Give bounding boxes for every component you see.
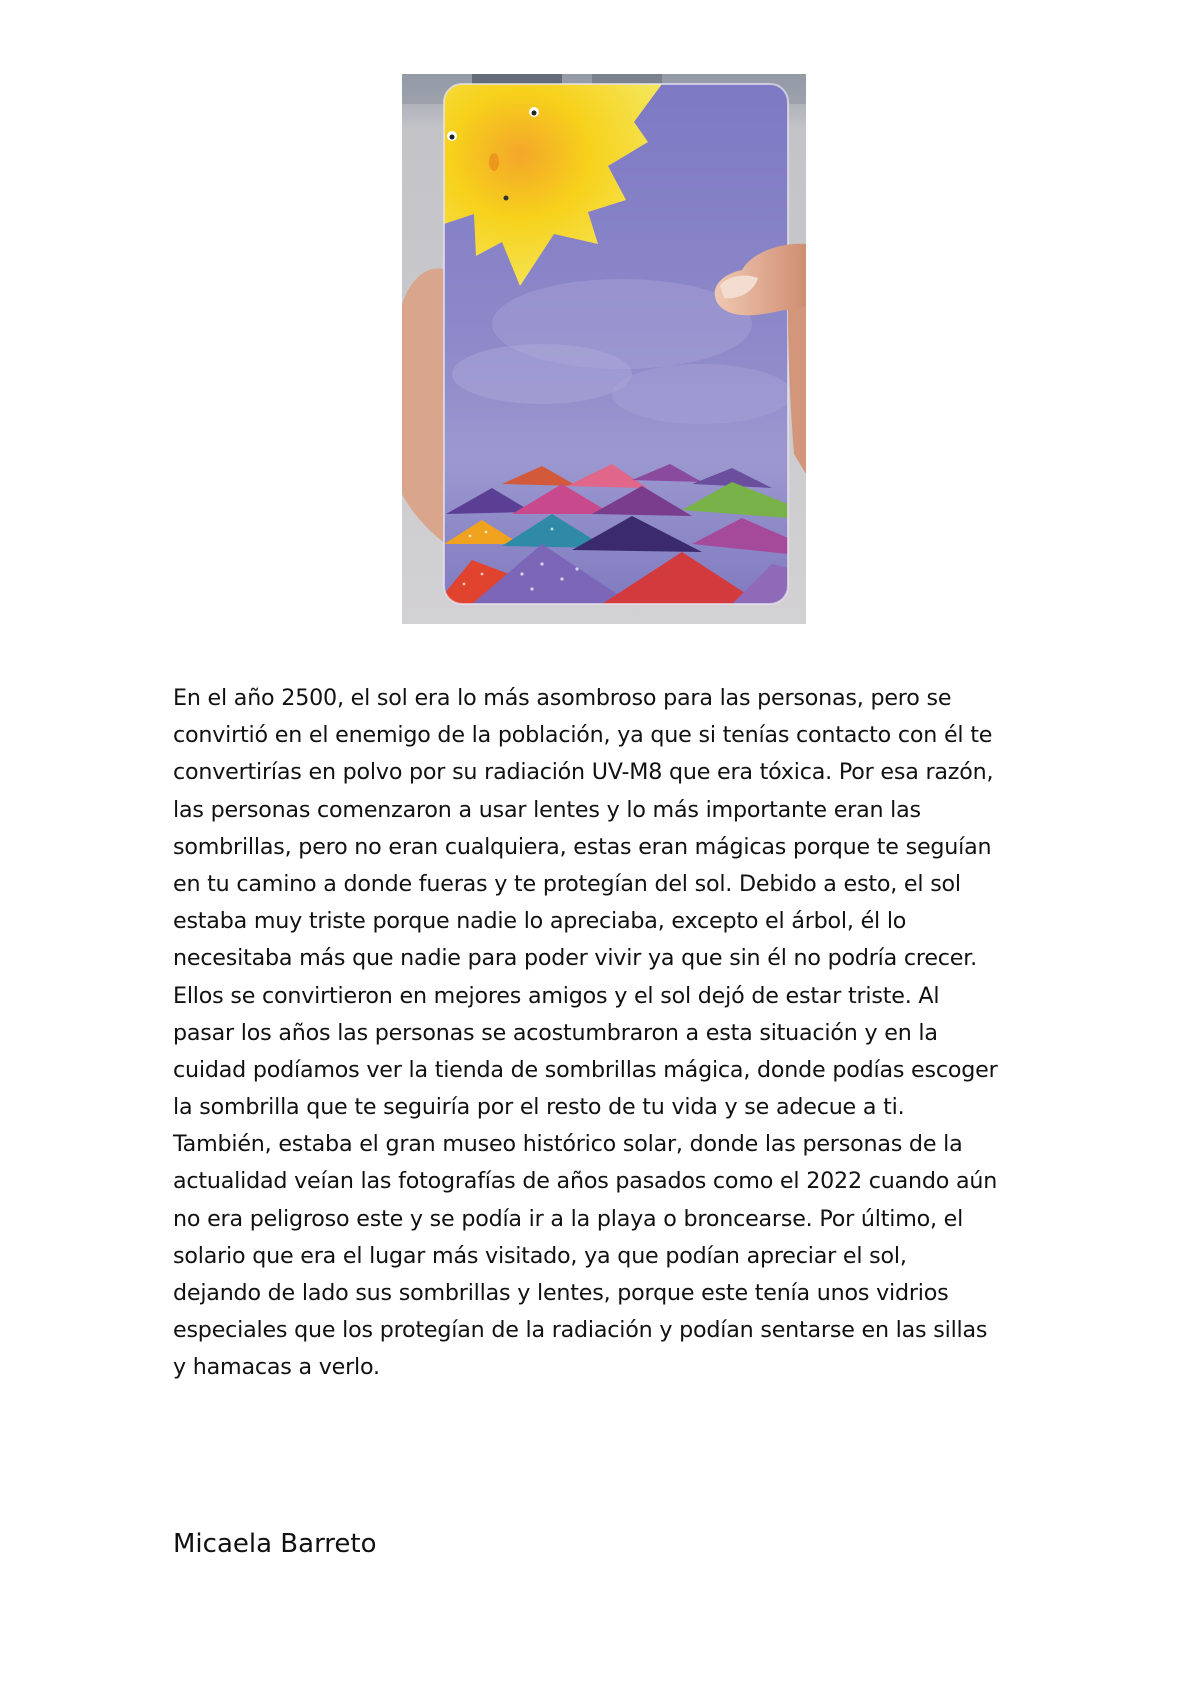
story-line: cuidad podíamos ver la tienda de sombrillas mágica, donde podías escoger [173, 1056, 998, 1083]
story-line: actualidad veían las fotografías de años pasados como el 2022 cuando aún [173, 1168, 998, 1195]
card-photo [402, 74, 806, 624]
story-line: En el año 2500, el sol era lo más asombroso para las personas, pero se [173, 685, 952, 711]
story-line: También, estaba el gran museo histórico solar, donde las personas de la [173, 1131, 963, 1158]
story-line: las personas comenzaron a usar lentes y lo más importante eran las [173, 796, 921, 823]
story-line: dejando de lado sus sombrillas y lentes, porque este tenía unos vidrios [173, 1280, 949, 1306]
story-line: la sombrilla que te seguiría por el resto de tu vida y se adecue a ti. [173, 1094, 905, 1121]
story-line: especiales que los protegían de la radiación y podían sentarse en las sillas [173, 1317, 988, 1344]
story-line: convertirías en polvo por su radiación UV-M8 que era tóxica. Por esa razón, [173, 759, 994, 786]
story-line: estaba muy triste porque nadie lo apreciaba, excepto el árbol, él lo [173, 908, 907, 935]
story-line: pasar los años las personas se acostumbraron a esta situación y en la [173, 1019, 938, 1046]
card-photo-icon [402, 74, 806, 624]
story-line: convirtió en el enemigo de la población, ya que si tenías contacto con él te [173, 722, 993, 749]
story-line: solario que era el lugar más visitado, ya que podían apreciar el sol, [173, 1242, 907, 1269]
story-line: en tu camino a donde fueras y te protegían del sol. Debido a esto, el sol [173, 870, 961, 897]
author-name: Micaela Barreto [173, 1529, 377, 1559]
story-line: Ellos se convirtieron en mejores amigos y el sol dejó de estar triste. Al [173, 982, 940, 1009]
story-line: necesitaba más que nadie para poder vivir ya que sin él no podría crecer. [173, 945, 977, 972]
story-line: sombrillas, pero no eran cualquiera, estas eran mágicas porque te seguían [173, 833, 992, 860]
story-line: no era peligroso este y se podía ir a la playa o broncearse. Por último, el [173, 1205, 964, 1232]
story-line: y hamacas a verlo. [173, 1354, 380, 1381]
story-text [173, 680, 1043, 1387]
